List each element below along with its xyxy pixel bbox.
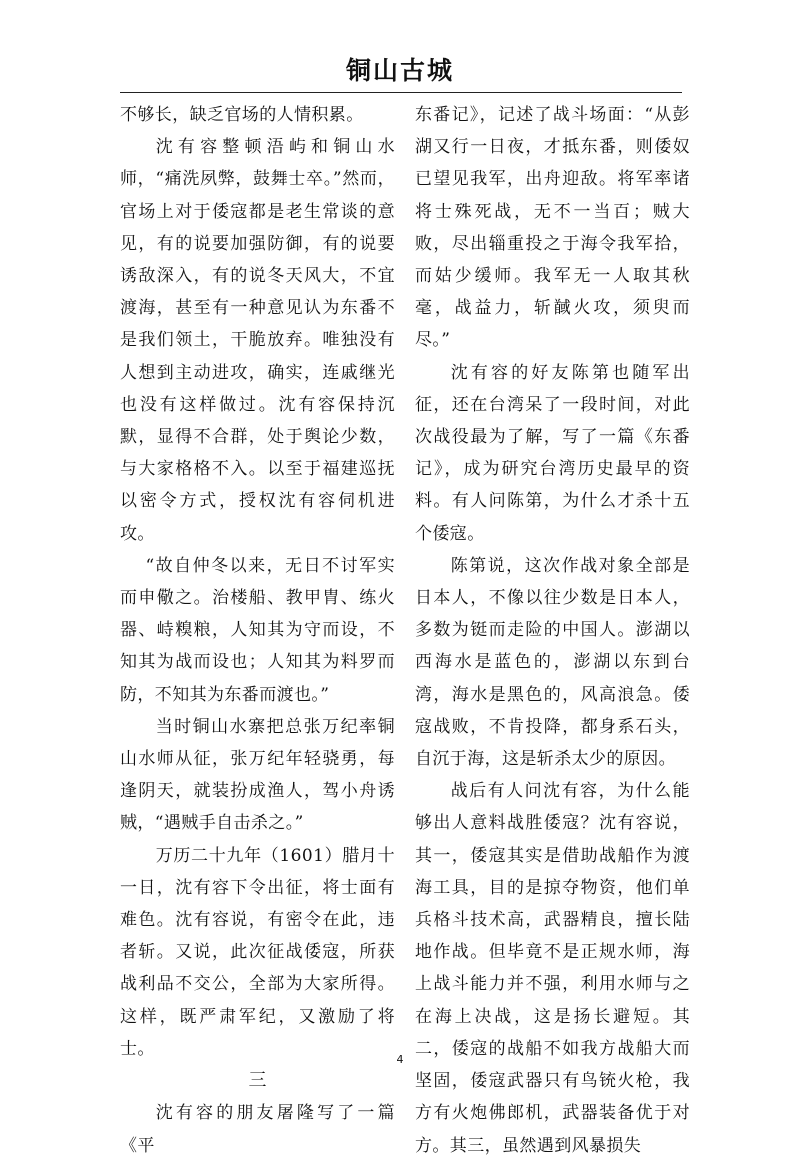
paragraph-chen-di-explanation: 陈第说，这次作战对象全部是日本人，不像以往少数是日本人，多数为铤而走险的中国人。澎湖以西海水是蓝色的，澎湖以东到台湾，海水是黑色的，风高浪急。倭寇战败，不肯投降，都身系石头，自沉于海，这是斩杀太少的原因。: [415, 555, 690, 770]
running-header-title: 铜山古城: [345, 56, 454, 85]
paragraph-zhang-wanji: 当时铜山水寨把总张万纪率铜山水师从征，张万纪年轻骁勇，每逢阴天，就装扮成渔人，驾小舟诱贼，“遇贼手自击杀之。”: [120, 716, 395, 834]
page-number: 4: [396, 1053, 404, 1066]
quotation-preparation: “故自仲冬以来，无日不讨军实而申儆之。治楼船、教甲胄、练火器、峙糗粮，人知其为守而设，不知其为战而设也；人知其为料罗而防，不知其为东番而渡也。”: [120, 555, 395, 705]
paragraph-shen-youyong-reform: 沈有容整顿浯屿和铜山水师，“痛洗夙弊，鼓舞士卒。”然而，官场上对于倭寇都是老生常谈的意见，有的说要加强防御，有的说要诱敌深入，有的说冬天风大，不宜渡海，甚至有一种意见认为东番不是我们领土，干脆放弃。唯独没有人想到主动进攻，确实，连戚继光也没有这样做过。沈有容保持沉默，显得不合群，处于舆论少数，与大家格格不入。以至于福建巡抚以密令方式，授权沈有容伺机进攻。: [120, 137, 395, 544]
header-rule: [120, 92, 682, 93]
section-heading: 三: [248, 1070, 267, 1092]
paragraph-continued: 不够长，缺乏官场的人情积累。: [120, 105, 364, 125]
paragraph-departure-order: 万历二十九年（1601）腊月十一日，沈有容下令出征，将士面有难色。沈有容说，有密令在此，违者斩。又说，此次征战倭寇，所获战利品不交公，全部为大家所得。这样，既严肃军纪，又激励了将士。: [120, 845, 395, 1059]
paragraph-victory-reasons: 战后有人问沈有容，为什么能够出人意料战胜倭寇？沈有容说，其一，倭寇其实是借助战船作为渡海工具，目的是掠夺物资，他们单兵格斗技术高，武器精良，擅长陆地作战。但毕竟不是正规水师，海上战斗能力并不强，利用水师与之在海上决战，这是扬长避短。其二，倭寇的战船不如我方战船大而坚固，倭寇武器只有鸟铳火枪，我方有火炮佛郎机，武器装备优于对方。其三，虽然遇到风暴损失: [415, 781, 690, 1156]
paragraph-battle-account: 东番记》，记述了战斗场面：“从彭湖又行一日夜，才抵东番，则倭奴已望见我军，出舟迎敌。将军率诸将士殊死战，无不一当百；贼大败，尽出辎重投之于海令我军拾，而姑少缓师。我军无一人取其秋毫，战益力，斩馘火攻，须臾而尽。”: [415, 105, 690, 351]
right-text-column: [415, 99, 690, 1162]
paragraph-tu-long-intro: 沈有容的朋友屠隆写了一篇《平: [120, 1103, 395, 1156]
left-text-column: [120, 99, 395, 1162]
paragraph-chen-di: 沈有容的好友陈第也随军出征，还在台湾呆了一段时间，对此次战役最为了解，写了一篇《东番记》，成为研究台湾历史最早的资料。有人问陈第，为什么才杀十五个倭寇。: [415, 362, 690, 544]
